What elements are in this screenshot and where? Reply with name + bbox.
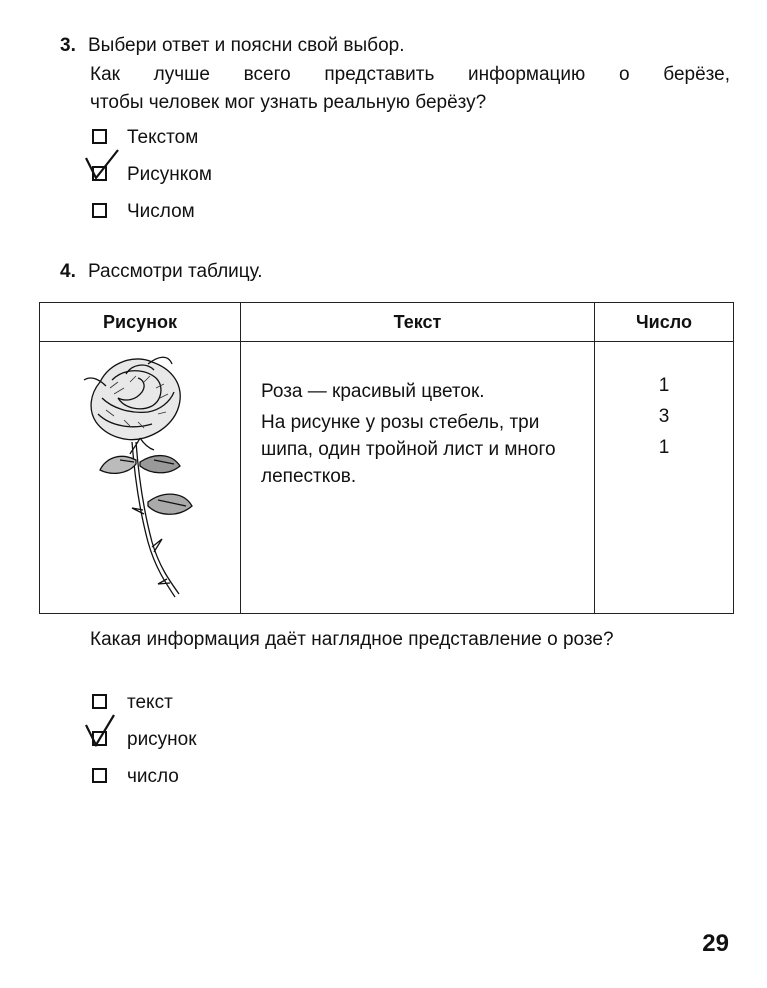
page-number: 29: [702, 930, 729, 957]
question-line: чтобы человек мог узнать реальную берёзу?: [90, 92, 487, 113]
checkbox[interactable]: [92, 129, 107, 144]
task-3-heading: [60, 32, 404, 60]
header-number: Число: [595, 303, 734, 342]
header-picture: Рисунок: [40, 303, 241, 342]
table-header-row: [40, 303, 734, 342]
rose-illustration: [40, 342, 238, 608]
checkbox[interactable]: [92, 203, 107, 218]
task-4-question: Какая информация даёт наглядное представление о розе?: [90, 629, 614, 650]
checkmark-icon: [82, 713, 122, 749]
table-row: [40, 342, 734, 614]
task-3-question: [90, 61, 730, 117]
option-label: число: [127, 766, 179, 787]
header-text: Текст: [241, 303, 595, 342]
task-number: 4.: [60, 261, 76, 282]
checkmark-icon: [82, 148, 122, 184]
number-value: 1: [658, 375, 670, 396]
option-label: Рисунком: [127, 164, 212, 185]
checkbox[interactable]: [92, 768, 107, 783]
picture-cell: [40, 342, 241, 614]
description-paragraph: На рисунке у розы стебель, три шипа, один тройной лист и много лепестков.: [261, 412, 556, 487]
text-cell: [241, 342, 595, 614]
task-number: 3.: [60, 35, 76, 56]
number-cell: [595, 342, 734, 614]
question-line: Как лучше всего представить информацию о берёзе,: [90, 64, 730, 85]
option-label: рисунок: [127, 729, 197, 750]
number-value: 3: [658, 406, 670, 427]
checkbox[interactable]: [92, 694, 107, 709]
task-4-heading: [60, 258, 263, 286]
description-line: Роза — красивый цветок.: [261, 381, 485, 402]
option-label: Числом: [127, 201, 195, 222]
option-label: Текстом: [127, 127, 199, 148]
task-prompt: Рассмотри таблицу.: [88, 261, 263, 282]
option-label: текст: [127, 692, 173, 713]
number-value: 1: [658, 437, 670, 458]
task-prompt: Выбери ответ и поясни свой выбор.: [88, 35, 405, 56]
info-table: [39, 302, 734, 614]
